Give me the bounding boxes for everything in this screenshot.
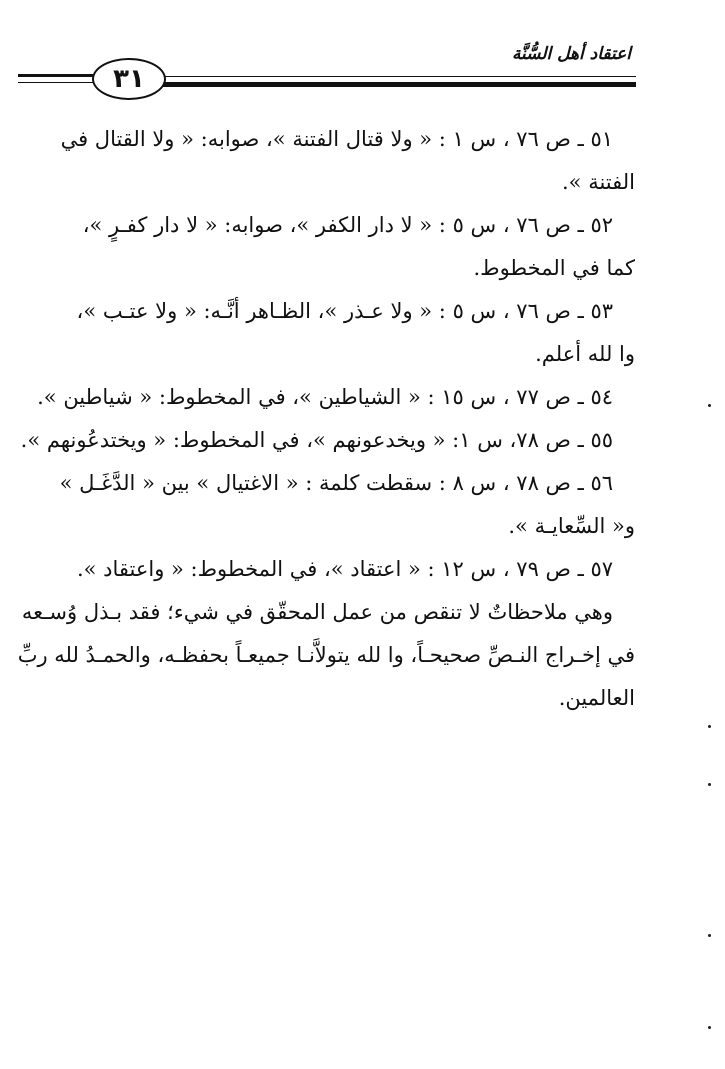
running-head-title: اعتقاد أهل السُّنَّة [511, 44, 631, 64]
scan-speck [708, 934, 711, 937]
errata-item-57: ٥٧ ـ ص ٧٩ ، س ١٢ : « اعتقاد »، في المخطوط: « واعتقاد ». [76, 557, 613, 581]
errata-item-55: ٥٥ ـ ص ٧٨، س ١: « ويخدعونهم »، في المخطوط: « ويختدعُونهم ». [20, 428, 613, 452]
errata-item-53: ٥٣ ـ ص ٧٦ ، س ٥ : « ولا عـذر »، الظـاهر أنَّـه: « ولا عتـب »، [76, 299, 613, 323]
header-rule-thick-left [18, 74, 94, 77]
scan-speck [708, 404, 711, 407]
errata-item-52: ٥٢ ـ ص ٧٦ ، س ٥ : « لا دار الكفر »، صوابه: « لا دار كفـرٍ »، [82, 213, 613, 237]
closing-paragraph-line-1: وهي ملاحظاتٌ لا تنقص من عمل المحقّق في شيء؛ فقد بـذل وُسـعه [21, 600, 613, 624]
scan-speck [708, 725, 711, 728]
closing-paragraph-line-3: العالمين. [558, 686, 635, 710]
header-rule-thin-right [160, 76, 636, 77]
errata-item-51-cont: الفتنة ». [562, 170, 635, 194]
errata-item-56: ٥٦ ـ ص ٧٨ ، س ٨ : سقطت كلمة : « الاغتيال » بين « الدَّغَـل » [59, 471, 613, 495]
page-number-badge [92, 58, 166, 100]
scan-speck [708, 783, 711, 786]
errata-item-53-cont: وا لله أعلم. [535, 342, 635, 366]
header-rule-thick-right [160, 82, 636, 87]
closing-paragraph-line-2: في إخـراج النـصِّ صحيحـاً، وا لله يتولاَّنـا جميعـاً بحفظـه، والحمـدُ لله ربِّ [17, 643, 635, 667]
header-rule-thin-left [18, 82, 94, 83]
page-number: ٣١ [113, 64, 145, 94]
scan-speck [708, 1026, 711, 1029]
errata-item-51: ٥١ ـ ص ٧٦ ، س ١ : « ولا قتال الفتنة »، صوابه: « ولا القتال في [60, 127, 613, 151]
errata-text [17, 118, 635, 720]
errata-item-56-cont: و« السِّعايـة ». [508, 514, 635, 538]
errata-item-54: ٥٤ ـ ص ٧٧ ، س ١٥ : « الشياطين »، في المخطوط: « شياطين ». [37, 385, 613, 409]
errata-item-52-cont: كما في المخطوط. [473, 256, 635, 280]
